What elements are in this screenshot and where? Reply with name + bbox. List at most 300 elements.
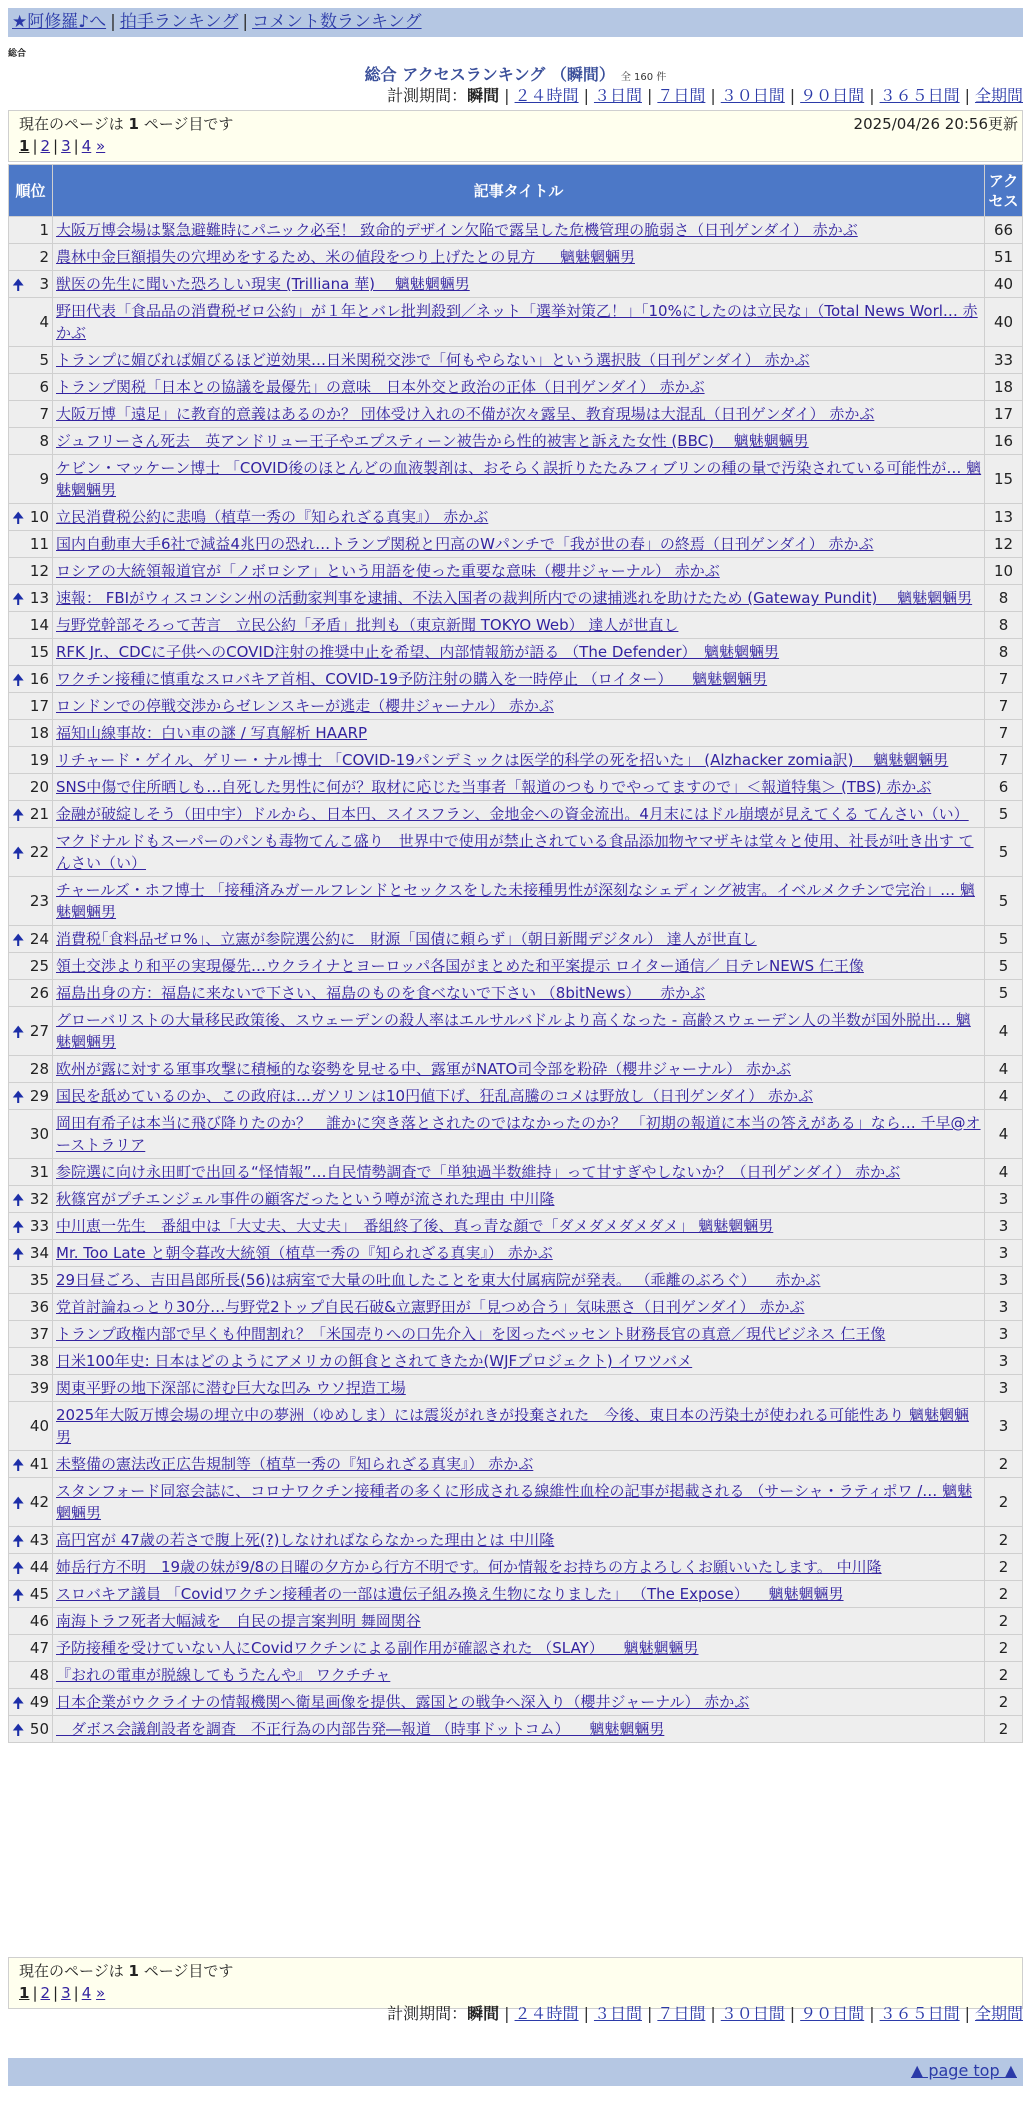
access-count: 2 bbox=[985, 1527, 1023, 1554]
title-cell bbox=[53, 1478, 985, 1527]
title-cell bbox=[53, 1662, 985, 1689]
page-status-suffix: ページ目です bbox=[143, 115, 234, 133]
access-count: 2 bbox=[985, 1716, 1023, 1743]
home-link[interactable]: ★阿修羅♪へ bbox=[12, 12, 107, 32]
article-title-link[interactable]: ジュフリーさん死去 英アンドリュー王子やエプスティーン被告から性的被害と訴えた女性 (BBC) 魑魅魍魎男 bbox=[56, 432, 809, 450]
table-row bbox=[9, 720, 1023, 747]
rank-up-arrow-icon: 🠉 bbox=[12, 1023, 25, 1041]
table-header-row bbox=[9, 165, 1023, 217]
access-count: 7 bbox=[985, 747, 1023, 774]
article-title-link[interactable]: グローバリストの大量移民政策後、スウェーデンの殺人率はエルサルバドルより高くなった - 高齢スウェーデン人の半数が国外脱出… 魑魅魍魎男 bbox=[56, 1011, 971, 1051]
rank-cell bbox=[9, 558, 53, 585]
title-cell bbox=[53, 1213, 985, 1240]
ranking-title bbox=[0, 62, 1031, 85]
separator: | bbox=[869, 2004, 875, 2023]
table-row bbox=[9, 693, 1023, 720]
table-row bbox=[9, 347, 1023, 374]
table-row bbox=[9, 1213, 1023, 1240]
rank-cell bbox=[9, 1554, 53, 1581]
title-cell bbox=[53, 1689, 985, 1716]
rank-number: 30 bbox=[29, 1125, 49, 1143]
period-label: 計測期間： bbox=[387, 2004, 468, 2023]
rank-up-arrow-icon: 🠉 bbox=[12, 931, 25, 949]
table-row bbox=[9, 828, 1023, 877]
separator: | bbox=[504, 2004, 510, 2023]
table-row bbox=[9, 953, 1023, 980]
access-count: 2 bbox=[985, 1662, 1023, 1689]
access-count: 2 bbox=[985, 1608, 1023, 1635]
access-count: 7 bbox=[985, 666, 1023, 693]
access-count: 3 bbox=[985, 1375, 1023, 1402]
rank-number: 28 bbox=[29, 1060, 49, 1078]
access-count: 8 bbox=[985, 639, 1023, 666]
rank-number: 11 bbox=[29, 535, 49, 553]
table-row bbox=[9, 244, 1023, 271]
table-row bbox=[9, 1186, 1023, 1213]
article-title-link[interactable]: 29日昼ごろ、吉田昌郎所長(56)は病室で大量の吐血したことを東大付属病院が発表。 （乖離のぶろぐ） 赤かぶ bbox=[56, 1271, 821, 1289]
rank-number: 47 bbox=[29, 1639, 49, 1657]
rank-cell bbox=[9, 585, 53, 612]
article-title-link[interactable]: 日本企業がウクライナの情報機関へ衛星画像を提供、露国との戦争へ深入り（櫻井ジャーナル） 赤かぶ bbox=[56, 1693, 750, 1711]
rank-cell bbox=[9, 801, 53, 828]
access-count: 5 bbox=[985, 828, 1023, 877]
access-count: 17 bbox=[985, 401, 1023, 428]
access-count: 3 bbox=[985, 1267, 1023, 1294]
access-count: 5 bbox=[985, 980, 1023, 1007]
period-link[interactable]: ３日間 bbox=[593, 86, 642, 105]
period-link[interactable]: ７日間 bbox=[657, 2004, 706, 2023]
article-title-link[interactable]: Mr. Too Late と朝令暮改大統領（植草一秀の『知られざる真実』） 赤かぶ bbox=[56, 1244, 553, 1262]
rank-number: 12 bbox=[29, 562, 49, 580]
article-title-link[interactable]: リチャード・ゲイル、ゲリー・ナル博士 「COVID-19パンデミックは医学的科学の死を招いた」 (Alzhacker zomia訳) 魑魅魍魎男 bbox=[56, 751, 949, 769]
article-title-link[interactable]: 参院選に向け永田町で出回る“怪情報”…自民情勢調査で「単独過半数維持」って甘すぎやしないか？（日刊ゲンダイ） 赤かぶ bbox=[56, 1163, 901, 1181]
title-cell bbox=[53, 828, 985, 877]
access-count: 15 bbox=[985, 455, 1023, 504]
table-row bbox=[9, 666, 1023, 693]
title-cell bbox=[53, 1348, 985, 1375]
rank-cell bbox=[9, 1056, 53, 1083]
title-cell bbox=[53, 612, 985, 639]
access-count: 3 bbox=[985, 1294, 1023, 1321]
title-cell bbox=[53, 1402, 985, 1451]
period-link[interactable]: 全期間 bbox=[974, 2004, 1023, 2023]
access-count: 2 bbox=[985, 1554, 1023, 1581]
article-title-link[interactable]: 高円宮が 47歳の若さで腹上死(?)しなければならなかった理由とは 中川隆 bbox=[56, 1531, 555, 1549]
table-row bbox=[9, 1007, 1023, 1056]
title-cell bbox=[53, 271, 985, 298]
rank-cell bbox=[9, 271, 53, 298]
article-title-link[interactable]: 南海トラフ死者大幅減を 自民の提言案判明 舞岡関谷 bbox=[56, 1612, 421, 1630]
title-cell bbox=[53, 1451, 985, 1478]
table-row bbox=[9, 1689, 1023, 1716]
access-count: 7 bbox=[985, 720, 1023, 747]
title-cell bbox=[53, 1294, 985, 1321]
title-cell bbox=[53, 531, 985, 558]
table-row bbox=[9, 1527, 1023, 1554]
table-row bbox=[9, 558, 1023, 585]
title-cell bbox=[53, 801, 985, 828]
article-title-link[interactable]: 大阪万博「遠足」に教育的意義はあるのか？ 団体受け入れの不備が次々露呈、教育現場は大混乱（日刊ゲンダイ） 赤かぶ bbox=[56, 405, 875, 423]
access-count: 12 bbox=[985, 531, 1023, 558]
article-title-link[interactable]: ロンドンでの停戦交渉からゼレンスキーが逃走（櫻井ジャーナル） 赤かぶ bbox=[56, 697, 554, 715]
rank-number: 2 bbox=[39, 248, 49, 266]
separator: | bbox=[583, 86, 589, 105]
page-status-prefix: 現在のページは bbox=[19, 1962, 124, 1980]
rank-number: 17 bbox=[29, 697, 49, 715]
rank-number: 48 bbox=[29, 1666, 49, 1684]
article-title-link[interactable]: RFK Jr.、CDCに子供へのCOVID注射の推奨中止を希望、内部情報筋が語る （The Defender） 魑魅魍魎男 bbox=[56, 643, 780, 661]
rank-number: 21 bbox=[29, 805, 49, 823]
rank-number: 8 bbox=[39, 432, 49, 450]
rank-number: 40 bbox=[29, 1417, 49, 1435]
page-status-current: 1 bbox=[128, 115, 139, 133]
period-link[interactable]: ３日間 bbox=[593, 2004, 642, 2023]
header-title: 記事タイトル bbox=[53, 165, 985, 217]
table-row bbox=[9, 428, 1023, 455]
rank-number: 35 bbox=[29, 1271, 49, 1289]
title-cell bbox=[53, 774, 985, 801]
access-count: 40 bbox=[985, 298, 1023, 347]
rank-number: 25 bbox=[29, 957, 49, 975]
rank-up-arrow-icon: 🠉 bbox=[12, 509, 25, 527]
rank-cell bbox=[9, 1635, 53, 1662]
period-selector-bottom bbox=[387, 2004, 1023, 2024]
article-title-link[interactable]: ロシアの大統領報道官が「ノボロシア」という用語を使った重要な意味（櫻井ジャーナル） 赤かぶ bbox=[56, 562, 720, 580]
title-cell bbox=[53, 298, 985, 347]
title-cell bbox=[53, 1159, 985, 1186]
rank-cell bbox=[9, 1478, 53, 1527]
table-row bbox=[9, 1110, 1023, 1159]
rank-cell bbox=[9, 1083, 53, 1110]
page-link[interactable]: 3 bbox=[61, 1984, 71, 2002]
article-title-link[interactable]: トランプ政権内部で早くも仲間割れ？「米国売りへの口先介入」を図ったベッセント財務長官の真意／現代ビジネス 仁王像 bbox=[56, 1325, 886, 1343]
page-link-current: 1 bbox=[19, 137, 30, 155]
rank-number: 14 bbox=[29, 616, 49, 634]
period-current: 瞬間 bbox=[467, 2004, 500, 2023]
rank-cell bbox=[9, 720, 53, 747]
rank-number: 16 bbox=[29, 670, 49, 688]
access-count: 40 bbox=[985, 271, 1023, 298]
rank-up-arrow-icon: 🠉 bbox=[12, 1088, 25, 1106]
article-title-link[interactable]: 未整備の憲法改正広告規制等（植草一秀の『知られざる真実』） 赤かぶ bbox=[56, 1455, 534, 1473]
separator: | bbox=[646, 86, 653, 105]
rank-up-arrow-icon: 🠉 bbox=[12, 1559, 25, 1577]
access-count: 2 bbox=[985, 1478, 1023, 1527]
separator: | bbox=[789, 2004, 796, 2023]
top-nav-bar bbox=[8, 8, 1023, 37]
article-title-link[interactable]: ワクチン接種に慎重なスロバキア首相、COVID-19予防注射の購入を一時停止 （ロイター） 魑魅魍魎男 bbox=[56, 670, 768, 688]
rank-cell bbox=[9, 217, 53, 244]
title-cell bbox=[53, 1554, 985, 1581]
rank-cell bbox=[9, 1348, 53, 1375]
access-count: 51 bbox=[985, 244, 1023, 271]
table-row bbox=[9, 980, 1023, 1007]
article-title-link[interactable]: 欧州が露に対する軍事攻撃に積極的な姿勢を見せる中、露軍がNATO司令部を粉砕（櫻井ジャーナル） 赤かぶ bbox=[56, 1060, 792, 1078]
updated-timestamp: 2025/04/26 20:56更新 bbox=[853, 115, 1018, 133]
separator: | bbox=[964, 86, 970, 105]
title-cell bbox=[53, 347, 985, 374]
access-count: 2 bbox=[985, 1689, 1023, 1716]
table-row bbox=[9, 1635, 1023, 1662]
separator: | bbox=[710, 86, 716, 105]
access-count: 3 bbox=[985, 1186, 1023, 1213]
category-label: 総合 bbox=[8, 49, 27, 59]
rank-cell bbox=[9, 1527, 53, 1554]
rank-number: 1 bbox=[39, 221, 49, 239]
article-title-link[interactable]: 金融が破綻しそう（田中宇）ドルから、日本円、スイスフラン、金地金への資金流出。4月末にはドル崩壊が見えてくる てんさい（い） bbox=[56, 805, 969, 823]
article-title-link[interactable]: 党首討論ねっとり30分…与野党2トップ自民石破&立憲野田が「見つめ合う」気味悪さ（日刊ゲンダイ） 赤かぶ bbox=[56, 1298, 805, 1316]
article-title-link[interactable]: 立民消費税公約に悲鳴（植草一秀の『知られざる真実』） 赤かぶ bbox=[56, 508, 489, 526]
table-row bbox=[9, 531, 1023, 558]
period-link[interactable]: ７日間 bbox=[657, 86, 706, 105]
title-cell bbox=[53, 455, 985, 504]
separator: | bbox=[32, 1984, 38, 2002]
rank-cell bbox=[9, 980, 53, 1007]
rank-number: 10 bbox=[29, 508, 49, 526]
rank-cell bbox=[9, 1402, 53, 1451]
rank-number: 44 bbox=[29, 1558, 49, 1576]
table-row bbox=[9, 1348, 1023, 1375]
title-cell bbox=[53, 720, 985, 747]
title-cell bbox=[53, 374, 985, 401]
article-title-link[interactable]: 国民を舐めているのか、この政府は…ガソリンは10円値下げ、狂乱高騰のコメは野放し（日刊ゲンダイ） 赤かぶ bbox=[56, 1087, 814, 1105]
title-cell bbox=[53, 585, 985, 612]
page-links bbox=[19, 1982, 1012, 2004]
comment-ranking-link[interactable]: コメント数ランキング bbox=[252, 12, 422, 32]
table-row bbox=[9, 612, 1023, 639]
title-cell bbox=[53, 953, 985, 980]
rank-up-arrow-icon: 🠉 bbox=[12, 1456, 25, 1474]
table-row bbox=[9, 1056, 1023, 1083]
table-row bbox=[9, 455, 1023, 504]
rank-number: 33 bbox=[29, 1217, 49, 1235]
table-row bbox=[9, 1478, 1023, 1527]
table-row bbox=[9, 271, 1023, 298]
article-title-link[interactable]: 中川恵一先生 番組中は「大丈夫、大丈夫」 番組終了後、真っ青な顔で「ダメダメダメダメ」 魑魅魍魎男 bbox=[56, 1217, 774, 1235]
next-page-link[interactable]: » bbox=[96, 1984, 106, 2002]
table-row bbox=[9, 1554, 1023, 1581]
page-link[interactable]: 2 bbox=[40, 137, 51, 155]
article-title-link[interactable]: 速報： FBIがウィスコンシン州の活動家判事を逮捕、不法入国者の裁判所内での逮捕逃れを助けたため (Gateway Pundit) 魑魅魍魎男 bbox=[56, 589, 973, 607]
table-row bbox=[9, 1267, 1023, 1294]
rank-number: 4 bbox=[39, 313, 49, 331]
access-count: 5 bbox=[985, 953, 1023, 980]
table-row bbox=[9, 1240, 1023, 1267]
page-status-suffix: ページ目です bbox=[143, 1962, 234, 1980]
rank-up-arrow-icon: 🠉 bbox=[12, 1532, 25, 1550]
title-cell bbox=[53, 747, 985, 774]
article-title-link[interactable]: 農林中金巨額損失の穴埋めをするため、米の値段をつり上げたとの見方 魑魅魍魎男 bbox=[56, 248, 635, 266]
access-count: 8 bbox=[985, 585, 1023, 612]
access-count: 4 bbox=[985, 1083, 1023, 1110]
title-cell bbox=[53, 558, 985, 585]
article-title-link[interactable]: 野田代表「食品品の消費税ゼロ公約」が１年とバレ批判殺到／ネット「選挙対策乙！」「10%にしたのは立民な」（Total News Worl… 赤かぶ bbox=[56, 302, 978, 342]
rank-number: 46 bbox=[29, 1612, 49, 1630]
separator: | bbox=[32, 137, 38, 155]
rank-up-arrow-icon: 🠉 bbox=[12, 1218, 25, 1236]
title-cell bbox=[53, 428, 985, 455]
rank-number: 34 bbox=[29, 1244, 49, 1262]
article-title-link[interactable]: 秋篠宮がプチエンジェル事件の顧客だったという噂が流された理由 中川隆 bbox=[56, 1190, 555, 1208]
rank-cell bbox=[9, 693, 53, 720]
article-title-link[interactable]: 福島出身の方：福島に来ないで下さい、福島のものを食べないで下さい （8bitNews） 赤かぶ bbox=[56, 984, 706, 1002]
pager-top bbox=[8, 110, 1023, 162]
article-title-link[interactable]: トランプ関税「日本との協議を最優先」の意味 日本外交と政治の正体（日刊ゲンダイ） 赤かぶ bbox=[56, 378, 705, 396]
access-count: 2 bbox=[985, 1635, 1023, 1662]
title-cell bbox=[53, 926, 985, 953]
access-count: 8 bbox=[985, 612, 1023, 639]
separator: | bbox=[964, 2004, 970, 2023]
rank-cell bbox=[9, 374, 53, 401]
rank-cell bbox=[9, 1186, 53, 1213]
rank-number: 3 bbox=[39, 275, 49, 293]
rank-number: 42 bbox=[29, 1493, 49, 1511]
access-count: 2 bbox=[985, 1451, 1023, 1478]
title-cell bbox=[53, 1375, 985, 1402]
article-title-link[interactable]: ダボス会議創設者を調査 不正行為の内部告発―報道 （時事ドットコム） 魑魅魍魎男 bbox=[56, 1720, 665, 1738]
access-count: 4 bbox=[985, 1110, 1023, 1159]
header-access: アクセス bbox=[985, 165, 1023, 217]
page-status-current: 1 bbox=[128, 1962, 139, 1980]
article-title-link[interactable]: チャールズ・ホフ博士 「接種済みガールフレンドとセックスをした未接種男性が深刻なシェディング被害。イベルメクチンで完治」… 魑魅魍魎男 bbox=[56, 881, 975, 921]
article-title-link[interactable]: スロバキア議員 「Covidワクチン接種者の一部は遺伝子組み換え生物になりました」 （The Expose） 魑魅魍魎男 bbox=[56, 1585, 844, 1603]
period-link[interactable]: ３６５日間 bbox=[879, 2004, 960, 2023]
article-title-link[interactable]: マクドナルドもスーパーのパンも毒物てんこ盛り 世界中で使用が禁止されている食品添加物ヤマザキは堂々と使用、社長が吐き出す てんさい（い） bbox=[56, 832, 974, 872]
clap-ranking-link[interactable]: 拍手ランキング bbox=[119, 12, 239, 32]
title-cell bbox=[53, 1527, 985, 1554]
rank-cell bbox=[9, 1716, 53, 1743]
table-row bbox=[9, 639, 1023, 666]
period-label: 計測期間： bbox=[387, 86, 468, 105]
title-cell bbox=[53, 877, 985, 926]
title-cell bbox=[53, 693, 985, 720]
period-link[interactable]: ９０日間 bbox=[800, 2004, 865, 2023]
access-count: 3 bbox=[985, 1240, 1023, 1267]
period-link[interactable]: ２４時間 bbox=[514, 2004, 579, 2023]
article-title-link[interactable]: 国内自動車大手6社で減益4兆円の恐れ…トランプ関税と円高のWパンチで「我が世の春」の終焉（日刊ゲンダイ） 赤かぶ bbox=[56, 535, 874, 553]
access-count: 3 bbox=[985, 1348, 1023, 1375]
period-selector bbox=[387, 86, 1023, 106]
access-count: 5 bbox=[985, 926, 1023, 953]
rank-cell bbox=[9, 428, 53, 455]
next-page-link[interactable]: » bbox=[96, 137, 106, 155]
table-row bbox=[9, 1662, 1023, 1689]
article-title-link[interactable]: 消費税｢食料品ゼロ%｣、立憲が参院選公約に 財源「国債に頼らず」（朝日新聞デジタル） 達人が世直し bbox=[56, 930, 757, 948]
rank-cell bbox=[9, 1451, 53, 1478]
separator: | bbox=[53, 137, 59, 155]
article-title-link[interactable]: 関東平野の地下深部に潜む巨大な凹み ウソ捏造工場 bbox=[56, 1379, 406, 1397]
article-title-link[interactable]: 日米100年史: 日本はどのようにアメリカの餌食とされてきたか(WJFプロジェクト) イワツバメ bbox=[56, 1352, 693, 1370]
table-row bbox=[9, 504, 1023, 531]
access-count: 10 bbox=[985, 558, 1023, 585]
period-link[interactable]: ３０日間 bbox=[720, 2004, 785, 2023]
article-title-link[interactable]: 獣医の先生に聞いた恐ろしい現実 (Trilliana 華) 魑魅魍魎男 bbox=[56, 275, 470, 293]
rank-cell bbox=[9, 1294, 53, 1321]
article-title-link[interactable]: 福知山線事故：白い車の謎 / 写真解析 HAARP bbox=[56, 724, 368, 742]
separator: | bbox=[710, 2004, 716, 2023]
article-title-link[interactable]: 岡田有希子は本当に飛び降りたのか？ 誰かに突き落とされたのではなかったのか？ 「初期の報道に本当の答えがある」なら… 千早@オーストラリア bbox=[56, 1114, 981, 1154]
rank-cell bbox=[9, 1321, 53, 1348]
article-title-link[interactable]: 領土交渉より和平の実現優先…ウクライナとヨーロッパ各国がまとめた和平案提示 ロイター通信／ 日テレNEWS 仁王像 bbox=[56, 957, 864, 975]
article-title-link[interactable]: 姉岳行方不明 19歳の妹が9/8の日曜の夕方から行方不明です。何か情報をお持ちの方よろしくお願いいたします。 中川隆 bbox=[56, 1558, 882, 1576]
period-link[interactable]: ３６５日間 bbox=[879, 86, 960, 105]
period-link[interactable]: ９０日間 bbox=[800, 86, 865, 105]
separator: | bbox=[73, 137, 79, 155]
rank-number: 19 bbox=[29, 751, 49, 769]
rank-up-arrow-icon: 🠉 bbox=[12, 1191, 25, 1209]
title-cell bbox=[53, 217, 985, 244]
rank-cell bbox=[9, 926, 53, 953]
title-cell bbox=[53, 1007, 985, 1056]
access-count: 4 bbox=[985, 1056, 1023, 1083]
ranking-table bbox=[8, 164, 1023, 1743]
page-link[interactable]: 2 bbox=[40, 1984, 51, 2002]
separator: | bbox=[110, 12, 116, 32]
page-status-prefix: 現在のページは bbox=[19, 115, 124, 133]
title-cell bbox=[53, 1083, 985, 1110]
article-title-link[interactable]: トランプに媚びれば媚びるほど逆効果…日米関税交渉で「何もやらない」という選択肢（日刊ゲンダイ） 赤かぶ bbox=[56, 351, 810, 369]
article-title-link[interactable]: 2025年大阪万博会場の埋立中の夢洲（ゆめしま）には震災がれきが投棄された 今後、東日本の汚染土が使われる可能性あり 魑魅魍魎男 bbox=[56, 1406, 969, 1446]
rank-number: 49 bbox=[29, 1693, 49, 1711]
access-count: 5 bbox=[985, 801, 1023, 828]
rank-number: 7 bbox=[39, 405, 49, 423]
article-title-link[interactable]: 与野党幹部そろって苦言 立民公約「矛盾」批判も（東京新聞 TOKYO Web） 達人が世直し bbox=[56, 616, 679, 634]
table-row bbox=[9, 1716, 1023, 1743]
table-row bbox=[9, 217, 1023, 244]
article-title-link[interactable]: 大阪万博会場は緊急避難時にパニック必至！ 致命的デザイン欠陥で露呈した危機管理の脆弱さ（日刊ゲンダイ） 赤かぶ bbox=[56, 221, 858, 239]
rank-number: 36 bbox=[29, 1298, 49, 1316]
page-top-link[interactable]: ▲ page top ▲ bbox=[910, 2061, 1017, 2080]
title-cell bbox=[53, 504, 985, 531]
article-title-link[interactable]: ケビン・マッケーン博士 「COVID後のほとんどの血液製剤は、おそらく誤折りたたみフィブリンの種の量で汚染されている可能性が… 魑魅魍魎男 bbox=[56, 459, 982, 499]
table-row bbox=[9, 774, 1023, 801]
period-link[interactable]: ２４時間 bbox=[514, 86, 579, 105]
article-title-link[interactable]: 『おれの電車が脱線してもうたんや』 ワクチチャ bbox=[56, 1666, 391, 1684]
rank-number: 5 bbox=[39, 351, 49, 369]
rank-cell bbox=[9, 1608, 53, 1635]
title-cell bbox=[53, 980, 985, 1007]
table-row bbox=[9, 374, 1023, 401]
rank-cell bbox=[9, 455, 53, 504]
table-row bbox=[9, 926, 1023, 953]
rank-up-arrow-icon: 🠉 bbox=[12, 806, 25, 824]
table-row bbox=[9, 1608, 1023, 1635]
rank-number: 15 bbox=[29, 643, 49, 661]
rank-cell bbox=[9, 531, 53, 558]
period-link[interactable]: 全期間 bbox=[974, 86, 1023, 105]
page-link[interactable]: 3 bbox=[61, 137, 71, 155]
page-link-current: 1 bbox=[19, 1984, 30, 2002]
rank-number: 26 bbox=[29, 984, 49, 1002]
rank-cell bbox=[9, 1267, 53, 1294]
access-count: 16 bbox=[985, 428, 1023, 455]
rank-cell bbox=[9, 1689, 53, 1716]
article-title-link[interactable]: スタンフォード同窓会誌に、コロナワクチン接種者の多くに形成される線維性血栓の記事が掲載される （サーシャ・ラティポワ /… 魑魅魍魎男 bbox=[56, 1482, 973, 1522]
access-count: 13 bbox=[985, 504, 1023, 531]
article-title-link[interactable]: 予防接種を受けていない人にCovidワクチンによる副作用が確認された （SLAY） 魑魅魍魎男 bbox=[56, 1639, 699, 1657]
page-link[interactable]: 4 bbox=[81, 1984, 92, 2002]
table-row bbox=[9, 1083, 1023, 1110]
access-count: 66 bbox=[985, 217, 1023, 244]
rank-cell bbox=[9, 877, 53, 926]
page-link[interactable]: 4 bbox=[81, 137, 92, 155]
title-cell bbox=[53, 401, 985, 428]
article-title-link[interactable]: SNS中傷で住所晒しも…自死した男性に何が？取材に応じた当事者「報道のつもりでやってますので」＜報道特集＞ (TBS) 赤かぶ bbox=[56, 778, 932, 796]
page-links bbox=[19, 135, 1012, 157]
separator: | bbox=[504, 86, 510, 105]
rank-number: 31 bbox=[29, 1163, 49, 1181]
period-link[interactable]: ３０日間 bbox=[720, 86, 785, 105]
